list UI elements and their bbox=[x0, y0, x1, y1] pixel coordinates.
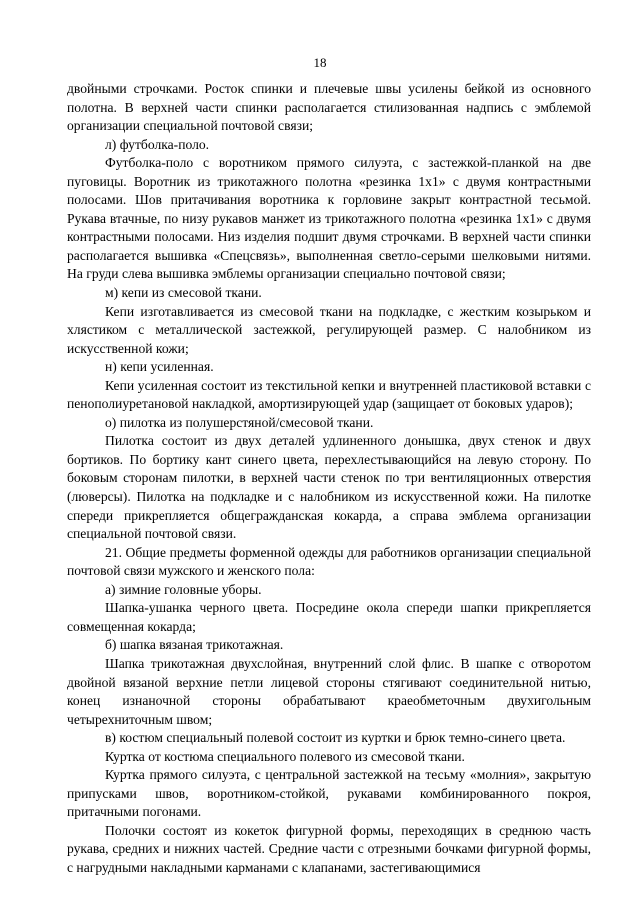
document-body bbox=[67, 80, 591, 878]
list-item-heading: н) кепи усиленная. bbox=[105, 359, 214, 375]
paragraph: Пилотка состоит из двух деталей удлиненного донышка, двух стенок и двух бортиков. По бортику кант синего цвета, перехлестывающийся на левую сторону. По боковым сторонам пилотки, в верхней части стенок по три вентиляционных отверстия (люверсы). Пилотка на подкладке и с налобником из искусственной кожи. На пилотке спереди прикрепляется общегражданская кокарда, а справа эмблема организации специальной почтовой связи. bbox=[67, 433, 591, 542]
paragraph: Кепи изготавливается из смесовой ткани на подкладке, с жестким козырьком и хлястиком с металлической застежкой, регулирующей размер. С налобником из искусственной кожи; bbox=[67, 303, 591, 356]
paragraph: Полочки состоят из кокеток фигурной формы, переходящих в среднюю часть рукава, средних и нижних частей. Средние части с отрезными бочками фигурной формы, с нагрудными накладными карманами с клапанами, застегивающимися bbox=[67, 822, 591, 875]
list-item-heading: м) кепи из смесовой ткани. bbox=[105, 285, 262, 301]
paragraph: Футболка-поло с воротником прямого силуэта, с застежкой-планкой на две пуговицы. Воротник из трикотажного полотна «резинка 1х1» с двумя контрастными полосами. Шов притачивания воротника к горловине закрыт контрастной тесьмой. Рукава втачные, по низу рукавов манжет из трикотажного полотна «резинка 1х1» с двумя контрастными полосами. Низ изделия подшит двумя строчками. В верхней части спинки располагается вышивка «Спецсвязь», выполненная светло-серыми шелковыми нитями. На груди слева вышивка эмблемы организации специально почтовой связи; bbox=[67, 155, 591, 282]
paragraph: Шапка трикотажная двухслойная, внутренний слой флис. В шапке с отворотом двойной вязаной верхние петли лицевой стороны стягивают соединительной нитью, конец изнаночной стороны обрабатывают краеобметочным двухигольным четырехниточным швом; bbox=[67, 655, 591, 727]
list-item-heading: б) шапка вязаная трикотажная. bbox=[105, 637, 284, 653]
section-paragraph: 21. Общие предметы форменной одежды для работников организации специальной почтовой связи мужского и женского пола: bbox=[67, 544, 591, 579]
list-item-heading: о) пилотка из полушерстяной/смесовой ткани. bbox=[105, 414, 374, 430]
list-item-heading: а) зимние головные уборы. bbox=[105, 581, 262, 597]
paragraph: Куртка прямого силуэта, с центральной застежкой на тесьму «молния», закрытую припусками швов, воротником-стойкой, рукавами комбинированного покроя, притачными погонами. bbox=[67, 767, 591, 820]
paragraph: Куртка от костюма специального полевого из смесовой ткани. bbox=[105, 748, 465, 764]
paragraph: двойными строчками. Росток спинки и плечевые швы усилены бейкой из основного полотна. В верхней части спинки располагается стилизованная надпись с эмблемой организации специальной почтовой связи; bbox=[67, 81, 591, 134]
list-item-heading: в) костюм специальный полевой состоит из куртки и брюк темно-синего цвета. bbox=[105, 730, 566, 746]
list-item-heading: л) футболка-поло. bbox=[105, 136, 210, 152]
paragraph: Кепи усиленная состоит из текстильной кепки и внутренней пластиковой вставки с пенополиуретановой накладкой, амортизирующей удар (защищает от боковых ударов); bbox=[67, 377, 591, 412]
page-number: 18 bbox=[313, 55, 327, 70]
paragraph: Шапка-ушанка черного цвета. Посредине окола спереди шапки прикрепляется совмещенная кокарда; bbox=[67, 600, 591, 634]
